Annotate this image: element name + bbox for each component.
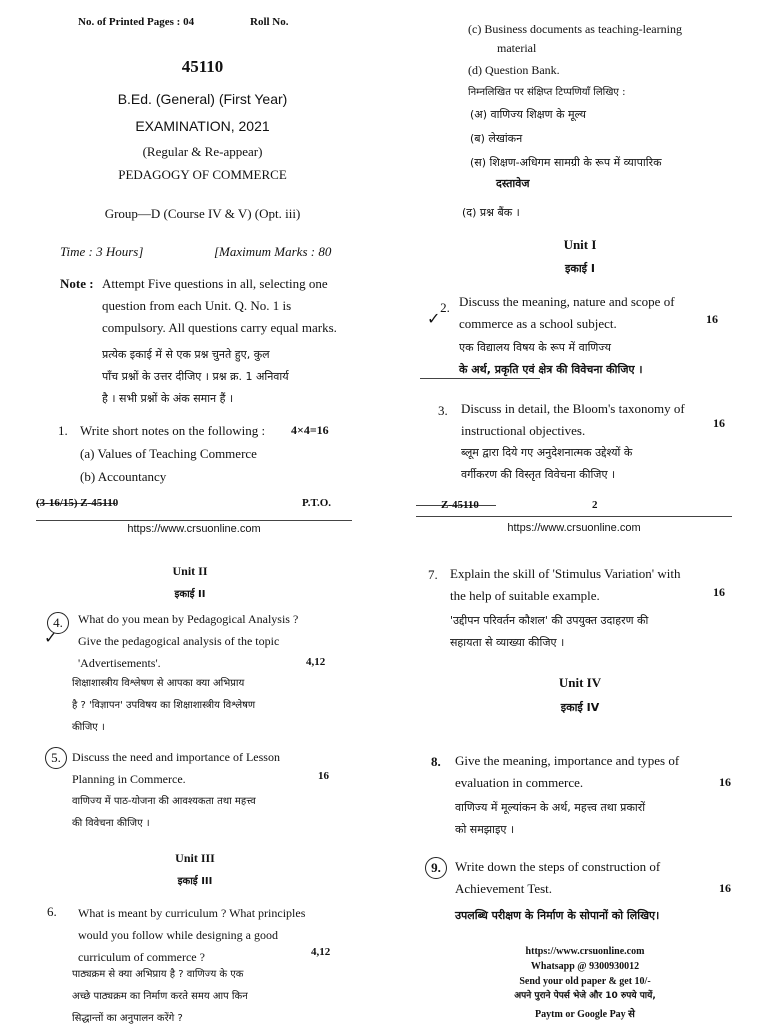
q6-hi-line: पाठ्यक्रम से क्या अभिप्राय है ? वाणिज्य के एक <box>72 969 244 980</box>
q2-marks: 16 <box>706 312 718 326</box>
q1-option-a: (a) Values of Teaching Commerce <box>80 446 257 461</box>
unit1-heading: Unit I <box>563 237 597 252</box>
q8-number: 8. <box>431 754 441 769</box>
q6-number: 6. <box>47 904 57 919</box>
q3-number: 3. <box>438 403 448 418</box>
q4-text <box>78 608 338 674</box>
q1-option-d: (d) Question Bank. <box>468 63 560 77</box>
page2-bottom-rule <box>416 516 732 517</box>
q2-hi-line: के अर्थ, प्रकृति एवं क्षेत्र की विवेचना कीजिए । <box>459 363 643 376</box>
q3-marks: 16 <box>713 416 725 430</box>
q2-underline <box>420 378 540 379</box>
q2-text-hindi <box>459 337 724 381</box>
course-title: B.Ed. (General) (First Year) <box>117 91 288 107</box>
q1-hi-c: (स) शिक्षण-अधिगम सामग्री के रूप में व्यापारिक <box>470 156 662 169</box>
q5-number: 5. <box>45 747 67 769</box>
promo-payment: Paytm or Google Pay से <box>535 1009 635 1020</box>
q4-hi-line: शिक्षाशास्त्रीय विश्लेषण से आपका क्या अभिप्राय <box>72 678 245 689</box>
q2-number: 2. <box>440 300 450 315</box>
q3-text-hindi <box>461 442 726 486</box>
q5-line: Planning in Commerce. <box>72 772 186 786</box>
q8-line: evaluation in commerce. <box>455 775 584 790</box>
promo-url: https://www.crsuonline.com <box>525 946 645 957</box>
q3-hi-line: ब्लूम द्वारा दिये गए अनुदेशनात्मक उद्देश्यों के <box>461 446 633 459</box>
q1-hi-c-cont: दस्तावेज <box>496 177 530 190</box>
q6-line: curriculum of commerce ? <box>78 950 205 964</box>
q2-line: Discuss the meaning, nature and scope of <box>459 294 675 309</box>
q8-hi-line: को समझाइए । <box>455 823 515 836</box>
q6-text-hindi <box>72 964 342 1030</box>
time-label: Time : 3 Hours] <box>60 244 144 259</box>
q4-line: What do you mean by Pedagogical Analysis ? <box>78 612 299 626</box>
q5-marks: 16 <box>318 770 329 782</box>
q9-text-hindi: उपलब्धि परीक्षण के निर्माण के सोपानों को लिखिए। <box>455 909 660 922</box>
note-label: Note : <box>60 276 94 291</box>
q1-number: 1. <box>58 423 68 438</box>
q5-hi-line: वाणिज्य में पाठ-योजना की आवश्यकता तथा महत्त्व <box>72 796 256 807</box>
q7-hi-line: सहायता से व्याख्या कीजिए । <box>450 636 565 649</box>
q5-text-hindi <box>72 791 340 835</box>
site-url-left: https://www.crsuonline.com <box>127 523 261 535</box>
q1-option-b: (b) Accountancy <box>80 469 167 484</box>
q7-text-hindi <box>450 610 730 654</box>
q7-line: Explain the skill of 'Stimulus Variation' with <box>450 566 681 581</box>
q1-option-c: (c) Business documents as teaching-learning <box>468 22 682 36</box>
q3-text <box>461 398 726 442</box>
q3-line: instructional objectives. <box>461 423 586 438</box>
unit1-heading-hi: इकाई I <box>564 262 596 275</box>
q9-number: 9. <box>425 857 447 879</box>
q1-marks: 4×4=16 <box>291 423 329 437</box>
note-line: compulsory. All questions carry equal marks. <box>102 320 337 335</box>
q1-hi-b: (ब) लेखांकन <box>470 132 523 145</box>
note-text <box>102 273 364 339</box>
q5-hi-line: की विवेचना कीजिए । <box>72 818 150 829</box>
note-line: question from each Unit. Q. No. 1 is <box>102 298 292 313</box>
q2-line: commerce as a school subject. <box>459 316 617 331</box>
q9-marks: 16 <box>719 881 731 895</box>
pto-label: P.T.O. <box>302 497 332 509</box>
note-line: Attempt Five questions in all, selecting one <box>102 276 328 291</box>
q3-hi-line: वर्गीकरण की विस्तृत विवेचना कीजिए । <box>461 468 616 481</box>
check-mark-icon: ✓ <box>427 309 441 328</box>
printed-pages: No. of Printed Pages : 04 <box>78 16 195 28</box>
paper-code: 45110 <box>181 57 224 76</box>
promo-offer: Send your old paper & get 10/- <box>519 976 651 987</box>
q1-hi-intro: निम्नलिखित पर संक्षिप्त टिप्पणियाँ लिखिए : <box>468 87 626 98</box>
q8-text-hindi <box>455 797 737 841</box>
q8-text <box>455 750 737 794</box>
promo-block <box>470 944 700 1022</box>
max-marks-label: [Maximum Marks : 80 <box>214 244 332 259</box>
q8-line: Give the meaning, importance and types of <box>455 753 680 768</box>
q6-line: What is meant by curriculum ? What principles <box>78 906 306 920</box>
q9-text <box>455 856 737 900</box>
q1-hi-d: (द) प्रश्न बैंक । <box>462 206 520 219</box>
q4-number: 4. <box>47 612 69 634</box>
unit2-heading-hi: इकाई II <box>174 589 206 600</box>
q7-hi-line: 'उद्दीपन परिवर्तन कौशल' की उपयुक्त उदाहरण की <box>450 614 649 627</box>
q6-marks: 4,12 <box>311 946 331 958</box>
q1-text: Write short notes on the following : <box>80 423 266 438</box>
note-hi-line: है । सभी प्रश्नों के अंक समान हैं । <box>102 392 234 405</box>
roll-no-label: Roll No. <box>250 16 289 28</box>
unit4-heading: Unit IV <box>558 675 602 690</box>
footer-code: (3-16/15) Z-45110 <box>36 497 119 509</box>
q9-line: Achievement Test. <box>455 881 553 896</box>
note-hi-line: पाँच प्रश्नों के उत्तर दीजिए । प्रश्न क्र. 1 अनिवार्य <box>102 370 289 383</box>
unit4-heading-hi: इकाई IV <box>560 701 600 714</box>
q4-text-hindi <box>72 673 340 739</box>
q6-text <box>78 902 343 968</box>
page-number: 2 <box>592 499 598 511</box>
q8-marks: 16 <box>719 775 731 789</box>
check-mark-icon: ✓ <box>44 628 58 647</box>
q9-line: Write down the steps of construction of <box>455 859 661 874</box>
q1-option-c-cont: material <box>497 41 537 55</box>
unit2-heading: Unit II <box>172 564 208 578</box>
footer-code-2: Z-45110 <box>441 499 479 511</box>
q3-line: Discuss in detail, the Bloom's taxonomy of <box>461 401 685 416</box>
note-text-hindi <box>102 344 364 410</box>
q2-hi-line: एक विद्यालय विषय के रूप में वाणिज्य <box>459 341 612 354</box>
q4-line: Give the pedagogical analysis of the topic <box>78 634 280 648</box>
promo-whatsapp: Whatsapp @ 9300930012 <box>530 961 640 972</box>
note-hi-line: प्रत्येक इकाई में से एक प्रश्न चुनते हुए, कुल <box>102 348 270 361</box>
q7-number: 7. <box>428 567 438 582</box>
unit3-heading: Unit III <box>175 851 215 865</box>
q6-line: would you follow while designing a good <box>78 928 278 942</box>
site-url-right: https://www.crsuonline.com <box>507 522 641 534</box>
q1-hi-a: (अ) वाणिज्य शिक्षण के मूल्य <box>470 108 587 121</box>
group-line: Group—D (Course IV & V) (Opt. iii) <box>104 206 301 221</box>
q6-hi-line: सिद्धान्तों का अनुपालन करेंगे ? <box>72 1013 183 1024</box>
q4-hi-line: कीजिए । <box>72 722 105 733</box>
q4-line: 'Advertisements'. <box>78 656 161 670</box>
unit3-heading-hi: इकाई III <box>177 876 213 887</box>
exam-mode: (Regular & Re-appear) <box>142 144 263 159</box>
q5-text <box>72 746 340 790</box>
page1-bottom-rule <box>36 520 352 521</box>
q4-marks: 4,12 <box>306 656 326 668</box>
q6-hi-line: अच्छे पाठ्यक्रम का निर्माण करते समय आप किन <box>72 991 248 1002</box>
q7-text <box>450 563 730 607</box>
promo-offer-hi: अपने पुराने पेपर्स भेजे और 10 रुपये पायें, <box>514 991 656 1001</box>
q4-hi-line: है ? 'विज्ञापन' उपविषय का शिक्षाशास्त्रीय विश्लेषण <box>72 700 256 711</box>
q8-hi-line: वाणिज्य में मूल्यांकन के अर्थ, महत्त्व तथा प्रकारों <box>455 801 646 814</box>
exam-title: EXAMINATION, 2021 <box>135 118 270 134</box>
subject-title: PEDAGOGY OF COMMERCE <box>118 167 287 182</box>
q2-text <box>459 291 724 335</box>
q5-line: Discuss the need and importance of Lesson <box>72 750 280 764</box>
q7-line: the help of suitable example. <box>450 588 600 603</box>
q7-marks: 16 <box>713 585 725 599</box>
